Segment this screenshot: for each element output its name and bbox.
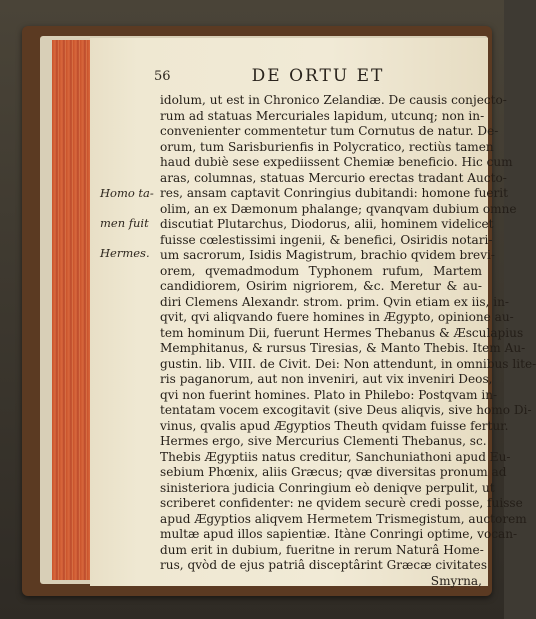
text-line: ris paganorum, aut non inveniri, aut vix inveniri Deos, — [160, 372, 493, 386]
text-line: qvi non fuerint homines. Plato in Philebo: Postqvam in- — [160, 387, 498, 402]
text-line: sinisteriora judicia Conringium eò deniqve perpulit, ut — [160, 480, 495, 495]
text-line: rus, qvòd de ejus patriâ disceptârint Græcæ civitates — [160, 558, 488, 572]
page-number: 56 — [154, 69, 171, 84]
text-line: um sacrorum, Isidis Magistrum, brachio qvidem brevi- — [160, 248, 495, 262]
text-line: Thebis Ægyptiis natus creditur, Sanchuniathoni apud Eu- — [160, 449, 511, 464]
text-line: diri Clemens Alexandr. strom. prim. Qvin etiam ex iis, in- — [160, 294, 509, 309]
text-line: Memphitanus, & rursus Tiresias, & Manto Thebis. Item Au- — [160, 341, 526, 355]
text-line: aras, columnas, statuas Mercurio erectas tradant Aucto- — [160, 170, 507, 185]
red-page-edge — [52, 40, 91, 580]
page-header — [148, 66, 488, 90]
text-line: fuisse cœlestissimi ingenii, & benefici, Osiridis notari- — [160, 232, 493, 247]
text-line: candidiorem, Osirim nigriorem, &c. Meretur & au- — [160, 279, 482, 293]
text-line: olim, an ex Dæmonum phalange; qvanqvam dubium omne — [160, 201, 517, 216]
catchword: Smyrna, — [430, 573, 482, 588]
margin-notes — [100, 178, 158, 268]
text-line: orum, tum Sarisburienfis in Polycratico, rectiùs tamen — [160, 139, 494, 154]
text-line: vinus, qvalis apud Ægyptios Theuth qvidam fuisse fertur. — [160, 418, 509, 433]
text-line: multæ apud illos sapientiæ. Itàne Conringi optime, vocan- — [160, 527, 518, 541]
margin-note: Homo ta- — [100, 186, 154, 200]
text-line: apud Ægyptios aliqvem Hermetem Trismegistum, auctorem — [160, 511, 527, 526]
text-line: orem, qvemadmodum Typhonem rufum, Martem — [160, 263, 482, 278]
text-line: sebium Phœnix, aliis Græcus; qvæ diversitas pronum ad — [160, 465, 507, 479]
text-line: discutiat Plutarchus, Diodorus, alii, hominem videlicet — [160, 217, 494, 231]
text-line: rum ad statuas Mercuriales lapidum, utcunq; non in- — [160, 108, 485, 123]
text-line: tem hominum Dii, fuerunt Hermes Thebanus & Æsculapius — [160, 325, 524, 340]
text-line: res, ansam captavit Conringius dubitandi: homone fuerit — [160, 186, 509, 200]
text-line: dum erit in dubium, fueritne in rerum Naturâ Home- — [160, 542, 484, 557]
running-head: DE ORTU ET — [251, 66, 385, 86]
text-line: idolum, ut est in Chronico Zelandiæ. De causis conjecto- — [160, 93, 507, 107]
text-line: qvit, qvi aliqvando fuere homines in Ægypto, opinione au- — [160, 310, 514, 324]
margin-note: Hermes. — [100, 246, 150, 260]
text-line: convenienter commentetur tum Cornutus de natur. De- — [160, 124, 499, 138]
body-text — [160, 93, 536, 589]
text-line: haud dubiè sese expediissent Chemiæ beneficio. Hic cum — [160, 155, 513, 169]
text-line: gustin. lib. VIII. de Civit. Dei: Non attendunt, in omnibus lite- — [160, 356, 536, 371]
margin-note: men fuit — [100, 216, 149, 230]
text-line: Hermes ergo, sive Mercurius Clementi Thebanus, sc. — [160, 434, 487, 448]
text-line: scriberet confidenter: ne qvidem securè credi posse, fuisse — [160, 496, 523, 510]
text-line: tentatam vocem excogitavit (sive Deus aliqvis, sive homo Di- — [160, 403, 532, 417]
